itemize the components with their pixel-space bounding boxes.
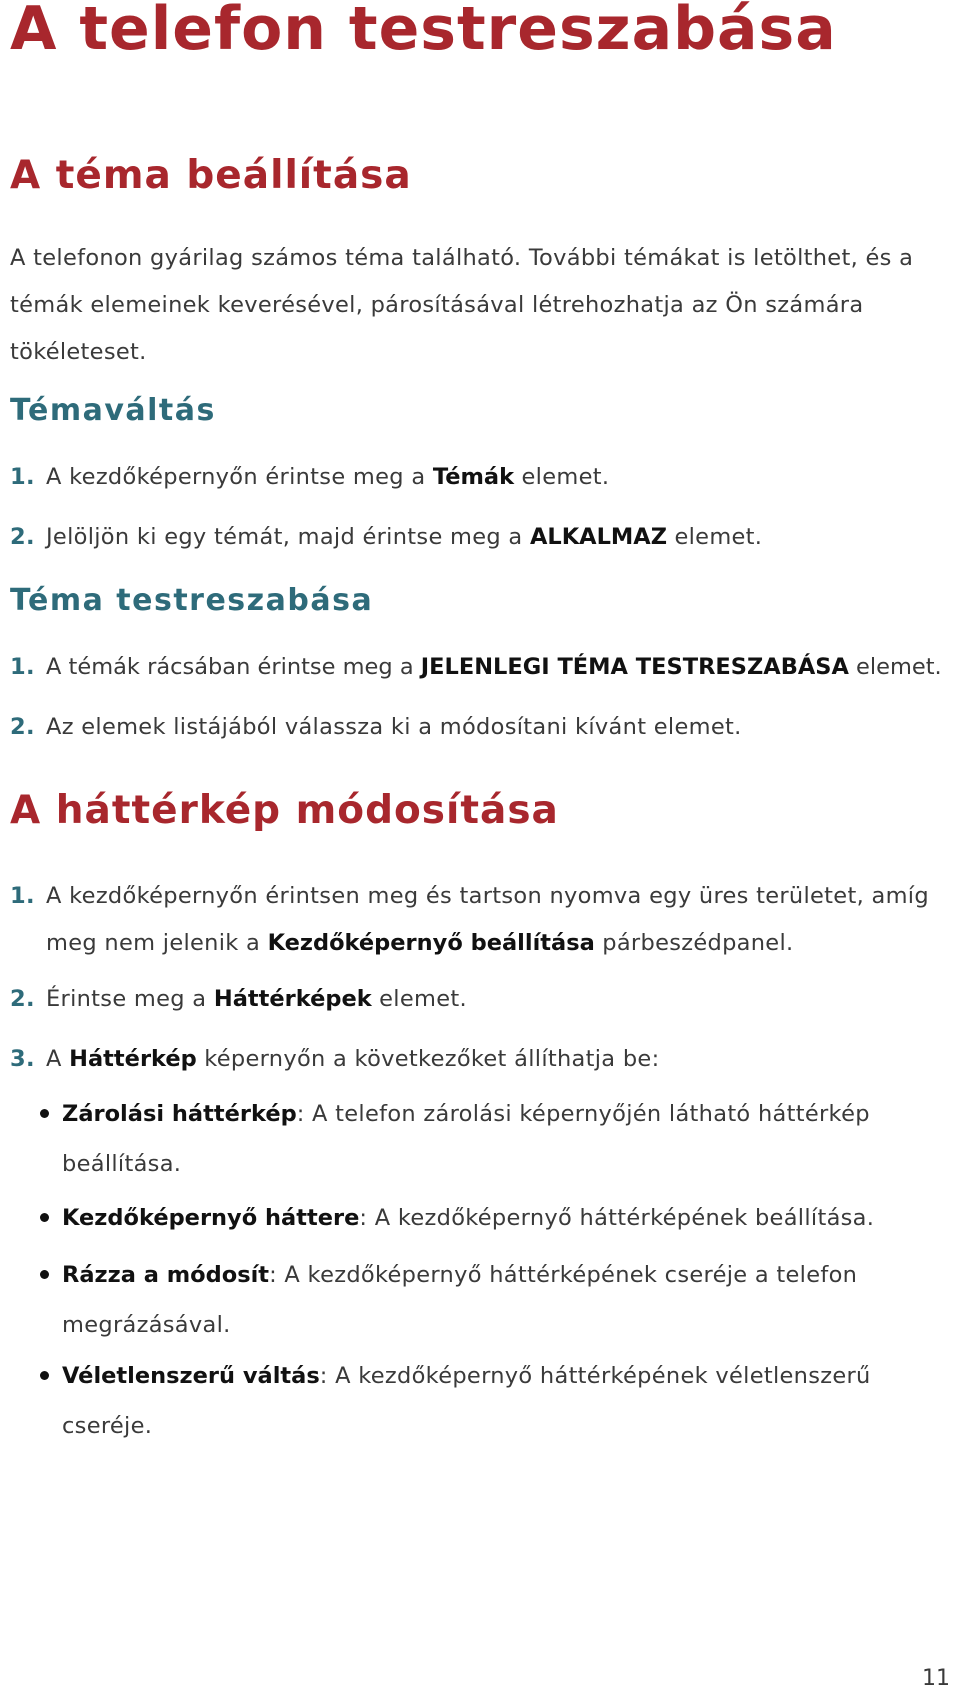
step-number: 3. bbox=[10, 1046, 35, 1072]
step-ui-label: Témák bbox=[432, 464, 515, 490]
step-number: 1. bbox=[10, 464, 35, 490]
section-title-wallpaper: A háttérkép módosítása bbox=[10, 788, 559, 833]
theme-customize-step-1 bbox=[10, 644, 955, 691]
step-text: elemet. bbox=[371, 986, 467, 1012]
theme-customize-step-2 bbox=[10, 704, 955, 751]
step-text: elemet. bbox=[514, 464, 610, 490]
step-number: 2. bbox=[10, 524, 35, 550]
theme-switch-step-2 bbox=[10, 514, 955, 561]
step-text: képernyőn a következőket állíthatja be: bbox=[196, 1046, 660, 1072]
step-number: 1. bbox=[10, 883, 35, 909]
wallpaper-step-2 bbox=[10, 976, 955, 1023]
step-text: A témák rácsában érintse meg a bbox=[46, 654, 421, 680]
option-label: Véletlenszerű váltás bbox=[62, 1363, 320, 1389]
step-text: Az elemek listájából válassza ki a módosítani kívánt elemet. bbox=[46, 714, 742, 740]
wallpaper-step-3 bbox=[10, 1036, 955, 1083]
step-text: A bbox=[46, 1046, 70, 1072]
step-text: Jelöljön ki egy témát, majd érintse meg a bbox=[46, 524, 530, 550]
bullet-dot bbox=[40, 1213, 49, 1222]
option-description: : A kezdőképernyő háttérképének cseréje a telefon megrázásával. bbox=[62, 1262, 858, 1338]
option-label: Kezdőképernyő háttere bbox=[62, 1205, 360, 1231]
subsection-title-theme-switch: Témaváltás bbox=[10, 393, 216, 428]
step-ui-label: Háttérkép bbox=[69, 1046, 197, 1072]
option-label: Rázza a módosít bbox=[62, 1262, 270, 1288]
theme-switch-step-1 bbox=[10, 454, 955, 501]
step-ui-label: Háttérképek bbox=[213, 986, 372, 1012]
section-title-theme: A téma beállítása bbox=[10, 153, 412, 198]
step-ui-label: ALKALMAZ bbox=[529, 524, 668, 550]
step-ui-label: Kezdőképernyő beállítása bbox=[267, 930, 595, 956]
step-text: A kezdőképernyőn érintsen meg és tartson nyomva egy üres területet, amíg meg nem jelenik a bbox=[46, 883, 929, 956]
page-title: A telefon testreszabása bbox=[10, 0, 837, 64]
wallpaper-option-home-screen bbox=[40, 1193, 940, 1243]
step-text: elemet. bbox=[848, 654, 942, 680]
bullet-dot bbox=[40, 1109, 49, 1118]
wallpaper-option-random-change bbox=[40, 1351, 940, 1451]
step-text: párbeszédpanel. bbox=[594, 930, 794, 956]
option-label: Zárolási háttérkép bbox=[62, 1101, 297, 1127]
bullet-dot bbox=[40, 1270, 49, 1279]
theme-intro-paragraph: A telefonon gyárilag számos téma található. További témákat is letölthet, és a témák elemeinek keverésével, párosításával létrehozhatja az Ön számára tökéleteset. bbox=[10, 245, 914, 365]
step-ui-label: JELENLEGI TÉMA TESTRESZABÁSA bbox=[420, 654, 849, 680]
wallpaper-option-lock-screen bbox=[40, 1089, 940, 1189]
option-description: : A telefon zárolási képernyőjén látható háttérkép beállítása. bbox=[62, 1101, 870, 1177]
wallpaper-step-1 bbox=[10, 873, 955, 967]
step-text: elemet. bbox=[667, 524, 763, 550]
step-number: 2. bbox=[10, 714, 35, 740]
step-text: Érintse meg a bbox=[46, 986, 214, 1012]
step-number: 1. bbox=[10, 654, 35, 680]
step-number: 2. bbox=[10, 986, 35, 1012]
wallpaper-option-shake-to-change bbox=[40, 1250, 940, 1350]
option-description: : A kezdőképernyő háttérképének véletlenszerű cseréje. bbox=[62, 1363, 871, 1439]
bullet-dot bbox=[40, 1371, 49, 1380]
page-number: 11 bbox=[922, 1666, 950, 1691]
subsection-title-theme-customize: Téma testreszabása bbox=[10, 583, 374, 618]
option-description: : A kezdőképernyő háttérképének beállítása. bbox=[359, 1205, 875, 1231]
step-text: A kezdőképernyőn érintse meg a bbox=[46, 464, 433, 490]
